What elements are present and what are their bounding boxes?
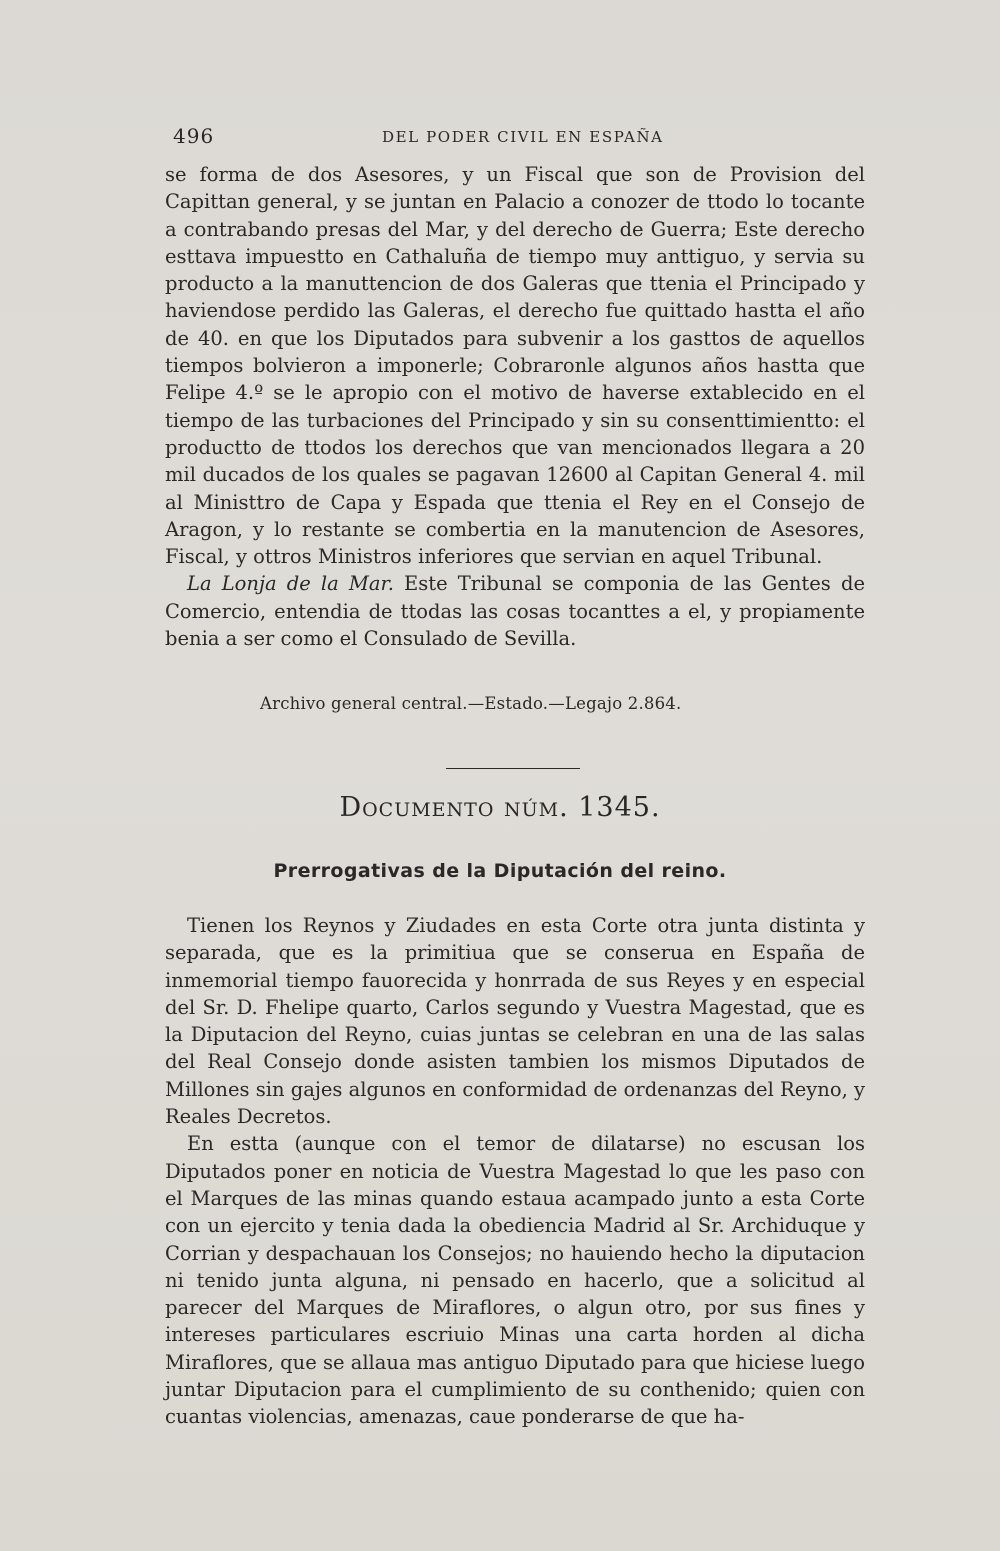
lonja-label: La Lonja de la Mar. xyxy=(187,572,394,596)
page-number: 496 xyxy=(173,124,215,148)
top-paragraph-2 xyxy=(165,570,865,652)
running-title: DEL PODER CIVIL EN ESPAÑA xyxy=(382,128,664,146)
document-paragraph-2: En estta (aunque con el temor de dilatarse) no escusan los Diputados poner en noticia de Vuestra Magestad lo que les paso con el Marques de las minas quando estaua acampado junto a esta Corte con un ejercito y tenia dada la obediencia Madrid al Sr. Archiduque y Corrian y despachauan los Consejos; no hauiendo hecho la diputacion ni tenido junta alguna, ni pensado en hacerlo, que a solicitud al parecer del Marques de Miraflores, o algun otro, por sus fines y intereses particulares escriuio Minas una carta horden al dicha Miraflores, que se allaua mas antiguo Diputado para que hiciese luego juntar Diputacion para el cumplimiento de su conthenido; quien con cuantas violencias, amenazas, caue ponderarse de que ha- xyxy=(165,1132,865,1429)
document-body xyxy=(165,912,865,1431)
top-text-block xyxy=(165,161,865,652)
document-heading: Documento núm. 1345. xyxy=(339,792,661,823)
archive-citation: Archivo general central.—Estado.—Legajo 2.864. xyxy=(260,694,682,713)
document-paragraph-1: Tienen los Reynos y Ziudades en esta Corte otra junta distinta y separada, que es la primitiua que se conserua en España de inmemorial tiempo fauorecida y honrrada de sus Reyes y en especial del Sr. D. Fhelipe quarto, Carlos segundo y Vuestra Magestad, que es la Diputacion del Reyno, cuias juntas se celebran en una de las salas del Real Consejo donde asisten tambien los mismos Diputados de Millones sin gajes algunos en conformidad de ordenanzas del Reyno, y Reales Decretos. xyxy=(165,914,865,1129)
lonja-text: Este Tribunal se componia de las Gentes de Comercio, entendia de ttodas las cosas tocanttes a el, y propiamente benia a ser como el Consulado de Sevilla. xyxy=(165,572,865,651)
top-paragraph-1: se forma de dos Asesores, y un Fiscal que son de Provision del Capittan general, y se juntan en Palacio a conozer de ttodo lo tocante a contrabando presas del Mar, y del derecho de Guerra; Este derecho esttava impuestto en Cathaluña de tiempo muy anttiguo, y servia su producto a la manuttencion de dos Galeras que ttenia el Principado y haviendose perdido las Galeras, el derecho fue quittado hastta el año de 40. en que los Diputados para subvenir a los gasttos de aquellos tiempos bolvieron a imponerle; Cobraronle algunos años hastta que Felipe 4.º se le apropio con el motivo de haverse extablecido en el tiempo de las turbaciones del Principado y sin su consenttimientto: el productto de ttodos los derechos que van mencionados llegara a 20 mil ducados de los quales se pagavan 12600 al Capitan General 4. mil al Ministtro de Capa y Espada que ttenia el Rey en el Consejo de Aragon, y lo restante se combertia en la manutencion de Asesores, Fiscal, y ottros Ministros inferiores que servian en aquel Tribunal. xyxy=(165,163,865,569)
page-header xyxy=(167,124,867,152)
document-subtitle: Prerrogativas de la Diputación del reino. xyxy=(273,860,727,882)
section-divider xyxy=(446,768,580,769)
